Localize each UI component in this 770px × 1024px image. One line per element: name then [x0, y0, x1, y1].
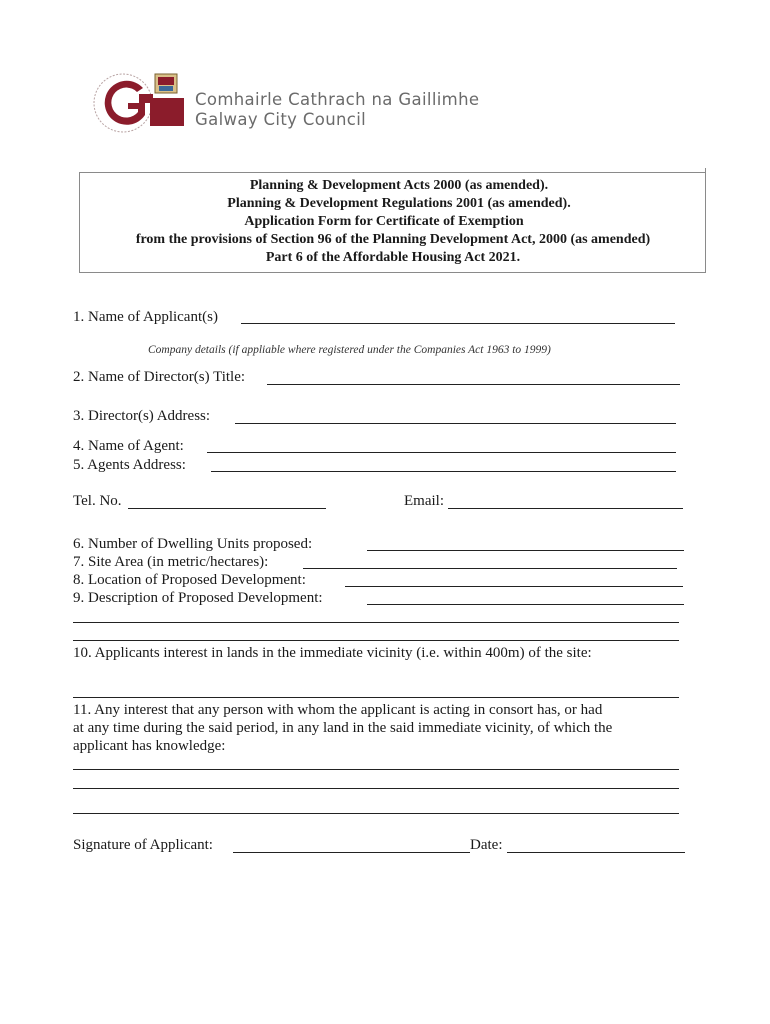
- description-line-3[interactable]: [73, 640, 679, 641]
- director-name-label: 2. Name of Director(s) Title:: [73, 369, 246, 385]
- title-line-1: Planning & Development Acts 2000 (as amended).: [249, 178, 549, 193]
- location-line[interactable]: [345, 586, 683, 587]
- consort-interest-label-3: applicant has knowledge:: [73, 738, 226, 754]
- email-label: Email:: [404, 493, 444, 509]
- form-title-box: [79, 172, 706, 273]
- council-name-english: Galway City Council: [195, 110, 367, 129]
- council-name-irish: Comhairle Cathrach na Gaillimhe: [195, 90, 480, 109]
- description-label: 9. Description of Proposed Development:: [73, 590, 323, 606]
- date-label: Date:: [470, 837, 503, 853]
- applicant-interest-line[interactable]: [73, 697, 679, 698]
- title-line-3: Application Form for Certificate of Exemption: [244, 214, 524, 229]
- agent-name-line[interactable]: [207, 452, 676, 453]
- title-line-5: Part 6 of the Affordable Housing Act 2021.: [265, 250, 521, 265]
- applicant-interest-label: 10. Applicants interest in lands in the immediate vicinity (i.e. within 400m) of the site:: [73, 645, 592, 661]
- consort-interest-line-2[interactable]: [73, 788, 679, 789]
- consort-interest-label-2: at any time during the said period, in any land in the said immediate vicinity, of which the: [73, 720, 613, 736]
- email-line[interactable]: [448, 508, 683, 509]
- consort-interest-label-1: 11. Any interest that any person with whom the applicant is acting in consort has, or had: [73, 702, 603, 718]
- description-line[interactable]: [367, 604, 684, 605]
- galway-city-council-logo: [92, 70, 197, 136]
- title-line-4: from the provisions of Section 96 of the Planning Development Act, 2000 (as amended): [135, 232, 651, 247]
- dwelling-units-line[interactable]: [367, 550, 684, 551]
- company-details-note: Company details (if appliable where registered under the Companies Act 1963 to 1999): [148, 344, 551, 356]
- director-address-line[interactable]: [235, 423, 676, 424]
- date-line[interactable]: [507, 852, 685, 853]
- agent-address-label: 5. Agents Address:: [73, 457, 186, 473]
- consort-interest-line-3[interactable]: [73, 813, 679, 814]
- agent-address-line[interactable]: [211, 471, 676, 472]
- signature-label: Signature of Applicant:: [73, 837, 213, 853]
- director-address-label: 3. Director(s) Address:: [73, 408, 211, 424]
- applicant-name-line[interactable]: [241, 323, 675, 324]
- consort-interest-line-1[interactable]: [73, 769, 679, 770]
- title-box-right-border: [705, 168, 706, 272]
- signature-line[interactable]: [233, 852, 470, 853]
- tel-label: Tel. No.: [73, 493, 122, 509]
- tel-line[interactable]: [128, 508, 326, 509]
- applicant-name-label: 1. Name of Applicant(s): [73, 309, 218, 325]
- director-name-line[interactable]: [267, 384, 680, 385]
- location-label: 8. Location of Proposed Development:: [73, 572, 306, 588]
- agent-name-label: 4. Name of Agent:: [73, 438, 184, 454]
- site-area-line[interactable]: [303, 568, 677, 569]
- title-line-2: Planning & Development Regulations 2001 (as amended).: [227, 196, 571, 211]
- site-area-label: 7. Site Area (in metric/hectares):: [73, 554, 269, 570]
- description-line-2[interactable]: [73, 622, 679, 623]
- dwelling-units-label: 6. Number of Dwelling Units proposed:: [73, 536, 313, 552]
